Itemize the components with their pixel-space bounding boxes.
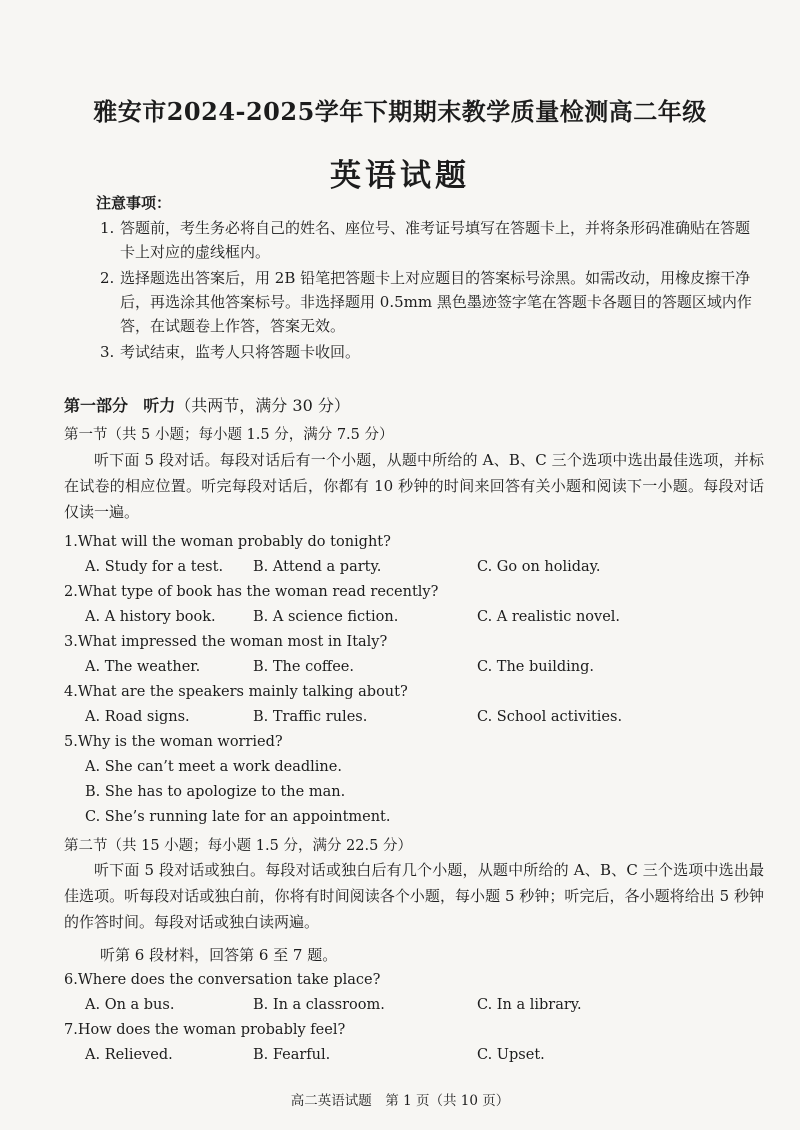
option-c: C. In a library. (477, 997, 582, 1013)
question-text: 5.Why is the woman worried? (64, 734, 283, 750)
option-row (64, 655, 764, 680)
section-heading-1: 第一节（共 5 小题；每小题 1.5 分，满分 7.5 分） (64, 427, 394, 443)
option-row (64, 705, 764, 730)
option-a: A. On a bus. (85, 997, 175, 1013)
section-heading-2: 第二节（共 15 小题；每小题 1.5 分，满分 22.5 分） (64, 838, 412, 854)
option-b: B. In a classroom. (253, 997, 385, 1013)
section-instruction-1: 听下面 5 段对话。每段对话后有一个小题，从题中所给的 A、B、C 三个选项中选出最佳选项，并标在试卷的相应位置。听完每段对话后，你都有 10 秒钟的时间来回答有关小题和阅读下一小题。每段对话仅读一遍。 (64, 451, 764, 521)
page-footer: 高二英语试题 第 1 页（共 10 页） (290, 1093, 510, 1109)
part-detail: （共两节，满分 30 分） (175, 396, 350, 415)
notice-item-text: 考试结束，监考人只将答题卡收回。 (120, 343, 361, 361)
notice-list (100, 216, 760, 366)
notice-item-number: 1. (100, 219, 115, 237)
option-b: B. The coffee. (253, 659, 354, 675)
notice-item (100, 340, 760, 364)
option-c: C. The building. (477, 659, 595, 675)
exam-subtitle: 英语试题 (330, 158, 470, 194)
question-list-2 (64, 968, 764, 1068)
question-text: 4.What are the speakers mainly talking about? (64, 684, 408, 700)
notice-item (100, 216, 760, 264)
option-c: C. Go on holiday. (477, 559, 601, 575)
option-a: A. The weather. (85, 659, 201, 675)
option-row (64, 993, 764, 1018)
notice-heading: 注意事项： (96, 194, 172, 212)
notice-item-number: 3. (100, 343, 115, 361)
option-b: B. Attend a party. (253, 559, 382, 575)
question-text: 7.How does the woman probably feel? (64, 1022, 346, 1038)
question-text: 6.Where does the conversation take place? (64, 972, 381, 988)
notice-item-number: 2. (100, 269, 115, 287)
option-a: A. A history book. (85, 609, 216, 625)
section-instruction-2: 听下面 5 段对话或独白。每段对话或独白后有几个小题，从题中所给的 A、B、C 三个选项中选出最佳选项。听每段对话或独白前，你将有时间阅读各个小题，每小题 5 秒钟；听完后，各小题将给出 5 秒钟的作答时间。每段对话或独白读两遍。 (64, 861, 764, 931)
option-a: A. Road signs. (85, 709, 190, 725)
option-a: A. She can’t meet a work deadline. (85, 759, 342, 775)
option-row (64, 1043, 764, 1068)
notice-item-text: 选择题选出答案后，用 2B 铅笔把答题卡上对应题目的答案标号涂黑。如需改动，用橡皮擦干净后，再选涂其他答案标号。非选择题用 0.5mm 黑色墨迹签字笔在答题卡各题目的答题区域内作答，在试题卷上作答，答案无效。 (120, 269, 752, 335)
part-name: 听力 (143, 396, 176, 415)
option-b: B. She has to apologize to the man. (85, 784, 346, 800)
question-list-1 (64, 530, 764, 830)
part-heading (64, 393, 350, 416)
listen-note: 听第 6 段材料，回答第 6 至 7 题。 (100, 946, 338, 964)
option-c: C. A realistic novel. (477, 609, 621, 625)
question-text: 1.What will the woman probably do tonight? (64, 534, 391, 550)
option-a: A. Relieved. (85, 1047, 173, 1063)
question-text: 2.What type of book has the woman read recently? (64, 584, 439, 600)
option-b: B. A science fiction. (253, 609, 399, 625)
notice-item-text: 答题前，考生务必将自己的姓名、座位号、准考证号填写在答题卡上，并将条形码准确贴在答题卡上对应的虚线框内。 (120, 219, 751, 261)
option-row (64, 555, 764, 580)
exam-title: 雅安市2024-2025学年下期期末教学质量检测高二年级 (93, 97, 707, 126)
option-a: A. Study for a test. (85, 559, 224, 575)
option-c: C. School activities. (477, 709, 623, 725)
option-b: B. Fearful. (253, 1047, 331, 1063)
notice-item (100, 266, 760, 338)
part-label: 第一部分 (64, 396, 129, 415)
option-c: C. Upset. (477, 1047, 545, 1063)
option-c: C. She’s running late for an appointment. (85, 809, 391, 825)
option-row (64, 605, 764, 630)
question-text: 3.What impressed the woman most in Italy? (64, 634, 388, 650)
option-b: B. Traffic rules. (253, 709, 368, 725)
